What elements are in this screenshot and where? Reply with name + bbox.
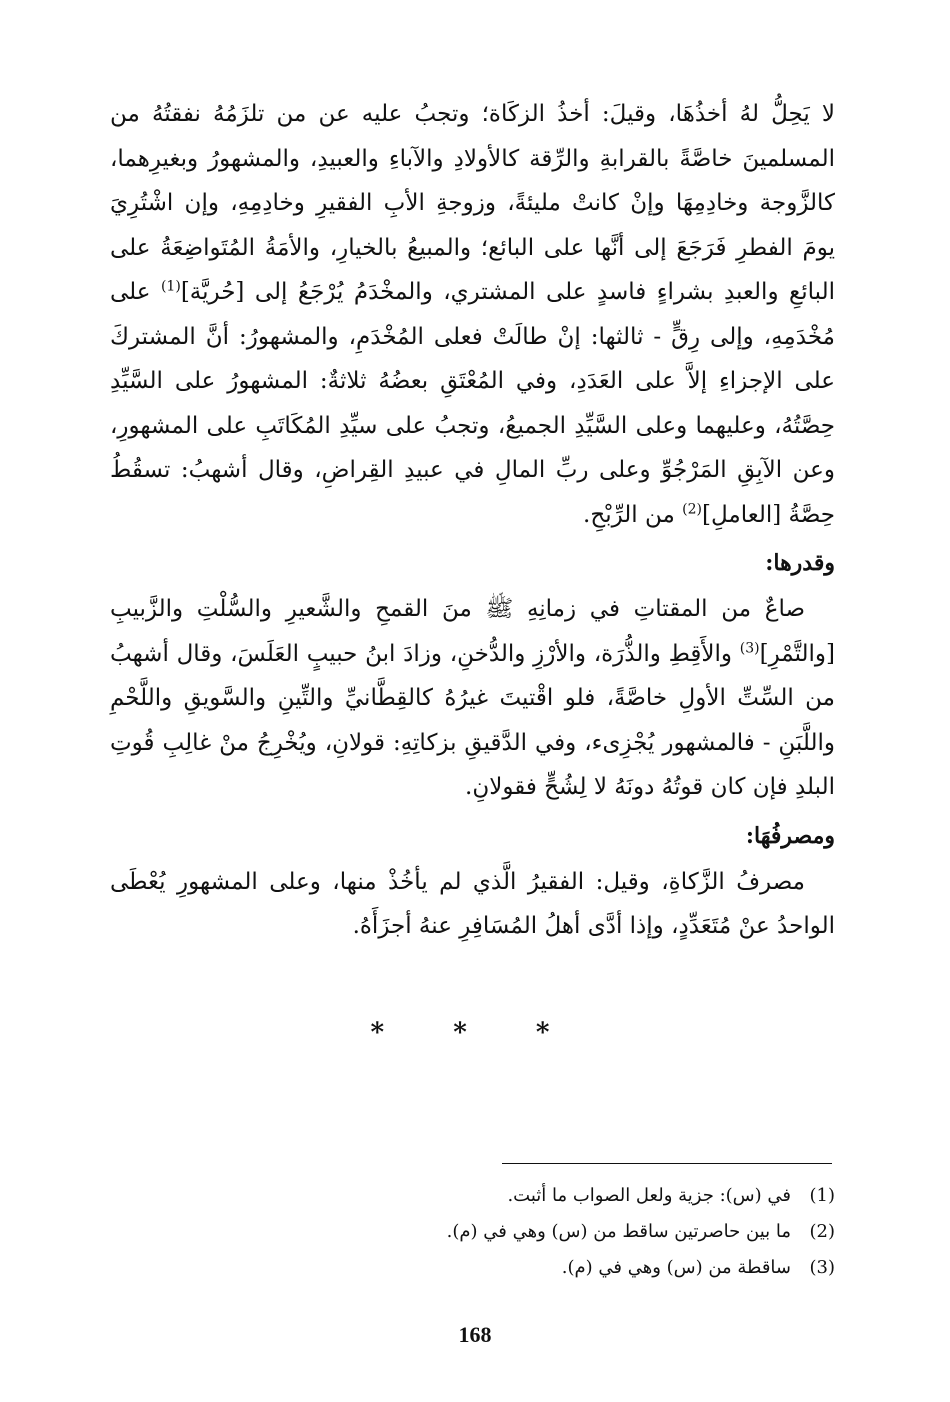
section-heading-disbursement: ومصرفُهَا: [745,822,835,849]
footnote-text: ساقطة من (س) وهي في (م). [561,1257,791,1278]
footnote-item [110,1178,835,1214]
page-number: 168 [458,1322,492,1347]
footnote-ref-3: (3) [739,639,760,656]
paragraph-1-text: لا يَحِلُّ لهُ أخذُهَا، وقيلَ: أخذُ الزكَاة؛ وتجبُ عليه عن من تلزَمُهُ نفقتُهُ من المسلمينَ خاصَّةً بالقرابةِ والرِّقة كالأولادِ والآباءِ والعبيدِ، والمشهورُ وبغيرِهما، كالزَّوجة وخادِمِهَا وإنْ كانتْ مليئةً، وزوجةِ الأبِ الفقيرِ وخادِمِهِ، وإن اشْتُرِيَ يومَ الفطرِ فَرَجَعَ إلى أنَّها على البائع؛ والمبيعُ بالخيارِ، والأمَةُ المُتَواضِعَةُ على البائعِ والعبدِ بشراءٍ فاسدٍ على المشتري، والمخْدَمُ يُرْجَعُ إلى [حُريَّة] [110,101,835,305]
footnote-divider [502,1163,832,1164]
section-separator: * * * [370,1018,580,1048]
footnote-number: (1) [809,1185,835,1206]
main-text [110,92,835,949]
footnote-item [110,1250,835,1286]
paragraph-2-text: صاعٌ من المقتاتِ في زمانِهِ ﷺ منَ القمحِ والشَّعيرِ والسُّلْتِ والزَّبيبِ [والتَّمْرِ] [110,596,835,667]
footnote-text: ما بين حاصرتين ساقط من (س) وهي في (م). [446,1221,791,1242]
footnote-number: (3) [809,1257,835,1278]
paragraph-1-continuation: على مُخْدَمِهِ، وإلى رِقٍّ - ثالثها: إنْ طالَتْ فعلى المُخْدَمِ، والمشهورُ: أنَّ المشتركَ على الإجزاءِ إلاَّ على العَدَدِ، وفي المُعْتَقِ بعضُهُ ثلاثةٌ: المشهورُ على السَّيِّدِ حِصَّتُهُ، وعليهما وعلى السَّيِّدِ الجميعُ، وتجبُ على سيِّدِ المُكَاتَبِ على المشهورِ، وعن الآبِقِ المَرْجُوِّ وعلى ربِّ المالِ في عبيدِ القِراضِ، وقال أشهبُ: تسقُطُ حِصَّةُ [العاملِ] [110,279,835,528]
footnotes [110,1178,835,1286]
footnote-text: في (س): جزية ولعل الصواب ما أثبت. [507,1185,791,1206]
paragraph-3: مصرفُ الزَّكاةِ، وقيل: الفقيرُ الَّذي لم يأخُذْ منها، وعلى المشهورِ يُعْطَى الواحدُ عنْ مُتَعَدِّدٍ، وإذا أدَّى أهلُ المُسَافِرِ عنهُ أجزَأَهُ. [110,868,835,939]
footnote-number: (2) [809,1221,835,1242]
section-heading-amount: وقدرها: [765,550,835,576]
paragraph-2-continuation: والأَقِطِ والذُّرَة، والأرْزِ والدُّخنِ، وزادَ ابنُ حبيبٍ العَلَسَ، وقال أشهبُ من السِّتِّ الأولِ خاصَّةً، فلو اقْتيتَ غيرُهُ كالقِطَّانيِّ والتِّينِ والسَّويقِ واللَّحْمِ واللَّبَنِ - فالمشهور يُجْزِىء، وفي الدَّقيقِ بزكاتِهِ: قولانِ، ويُخْرِجُ منْ غالِبِ قُوتِ البلدِ فإن كان قوتُهُ دونَهُ لا لِشُحٍّ فقولانِ. [110,640,835,800]
footnote-ref-2: (2) [682,500,702,517]
paragraph-1 [110,92,835,537]
footnote-ref-1: (1) [160,278,181,295]
paragraph-1-end: من الرِّبْحِ. [583,501,683,528]
footnote-item [110,1214,835,1250]
paragraph-2 [110,587,835,810]
